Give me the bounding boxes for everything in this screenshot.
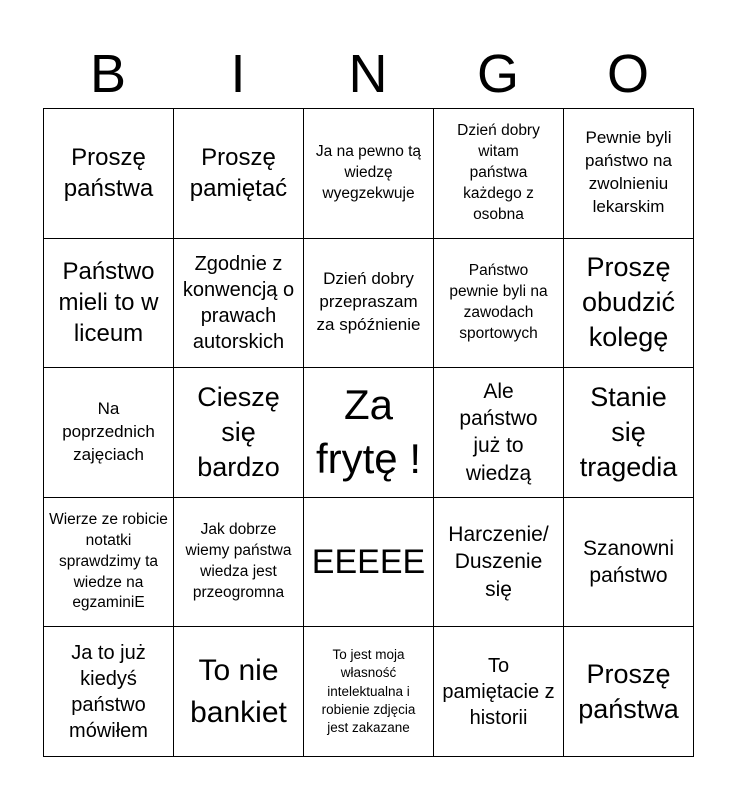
bingo-cell[interactable] bbox=[174, 498, 304, 628]
header-letter-o: O bbox=[606, 44, 649, 104]
cell-text: Ja to już kiedyś państwo mówiłem bbox=[69, 641, 148, 742]
bingo-cell[interactable] bbox=[44, 368, 174, 498]
bingo-cell[interactable] bbox=[44, 627, 174, 757]
bingo-cell[interactable] bbox=[304, 239, 434, 369]
cell-text: To jest moja własność intelektualna i robienie zdjęcia jest zakazane bbox=[321, 647, 416, 735]
cell-text: Proszę państwa bbox=[578, 658, 679, 724]
cell-text: Dzień dobry przepraszam za spóźnienie bbox=[316, 269, 421, 335]
header-letter-g: G bbox=[476, 44, 519, 104]
bingo-cell[interactable] bbox=[564, 239, 694, 369]
bingo-cell[interactable] bbox=[304, 627, 434, 757]
cell-text: EEEEE bbox=[311, 542, 426, 581]
bingo-header bbox=[43, 40, 693, 108]
cell-text: Ja na pewno tą wiedzę wyegzekwuje bbox=[315, 142, 422, 202]
cell-text: Na poprzednich zajęciach bbox=[62, 399, 155, 464]
bingo-cell[interactable] bbox=[304, 498, 434, 628]
bingo-cell[interactable] bbox=[434, 239, 564, 369]
cell-text: Dzień dobry witam państwa każdego z osobna bbox=[457, 121, 540, 223]
cell-text: Szanowni państwo bbox=[582, 536, 675, 588]
bingo-cell-center[interactable] bbox=[304, 368, 434, 498]
cell-text: Proszę państwa bbox=[63, 144, 154, 203]
bingo-cell[interactable] bbox=[434, 627, 564, 757]
cell-text: Państwo pewnie byli na zawodach sportowych bbox=[449, 262, 548, 342]
header-letter-n: N bbox=[348, 44, 388, 104]
cell-text: Jak dobrze wiemy państwa wiedza jest przeogromna bbox=[185, 521, 292, 601]
cell-text: Cieszę się bardzo bbox=[197, 381, 280, 483]
cell-text: Harczenie/ Duszenie się bbox=[448, 523, 549, 601]
cell-text: Stanie się tragedia bbox=[579, 381, 678, 483]
header-letter-i: I bbox=[230, 44, 246, 104]
cell-text: Ale państwo już to wiedzą bbox=[459, 379, 538, 485]
cell-text: Proszę obudzić kolegę bbox=[581, 252, 676, 353]
bingo-cell[interactable] bbox=[174, 368, 304, 498]
bingo-cell[interactable] bbox=[564, 627, 694, 757]
bingo-cell[interactable] bbox=[174, 109, 304, 239]
header-letter-b: B bbox=[89, 44, 127, 104]
bingo-cell[interactable] bbox=[434, 109, 564, 239]
cell-text: To nie bankiet bbox=[190, 653, 287, 729]
cell-text: To pamiętacie z historii bbox=[442, 654, 555, 729]
bingo-cell[interactable] bbox=[564, 368, 694, 498]
cell-text: Państwo mieli to w liceum bbox=[58, 258, 159, 348]
cell-text: Pewnie byli państwo na zwolnieniu lekarskim bbox=[585, 128, 672, 217]
bingo-cell[interactable] bbox=[44, 239, 174, 369]
bingo-board bbox=[43, 108, 694, 757]
bingo-cell[interactable] bbox=[304, 109, 434, 239]
cell-text: Zgodnie z konwencją o prawach autorskich bbox=[182, 252, 295, 353]
bingo-cell[interactable] bbox=[564, 109, 694, 239]
cell-text: Wierze ze robicie notatki sprawdzimy ta wiedze na egzaminiE bbox=[49, 510, 168, 612]
bingo-cell[interactable] bbox=[434, 498, 564, 628]
bingo-cell[interactable] bbox=[44, 498, 174, 628]
cell-text: Proszę pamiętać bbox=[189, 144, 288, 203]
bingo-cell[interactable] bbox=[174, 627, 304, 757]
bingo-cell[interactable] bbox=[174, 239, 304, 369]
bingo-cell[interactable] bbox=[44, 109, 174, 239]
bingo-cell[interactable] bbox=[564, 498, 694, 628]
bingo-cell[interactable] bbox=[434, 368, 564, 498]
cell-text: Za frytę ! bbox=[315, 380, 422, 483]
